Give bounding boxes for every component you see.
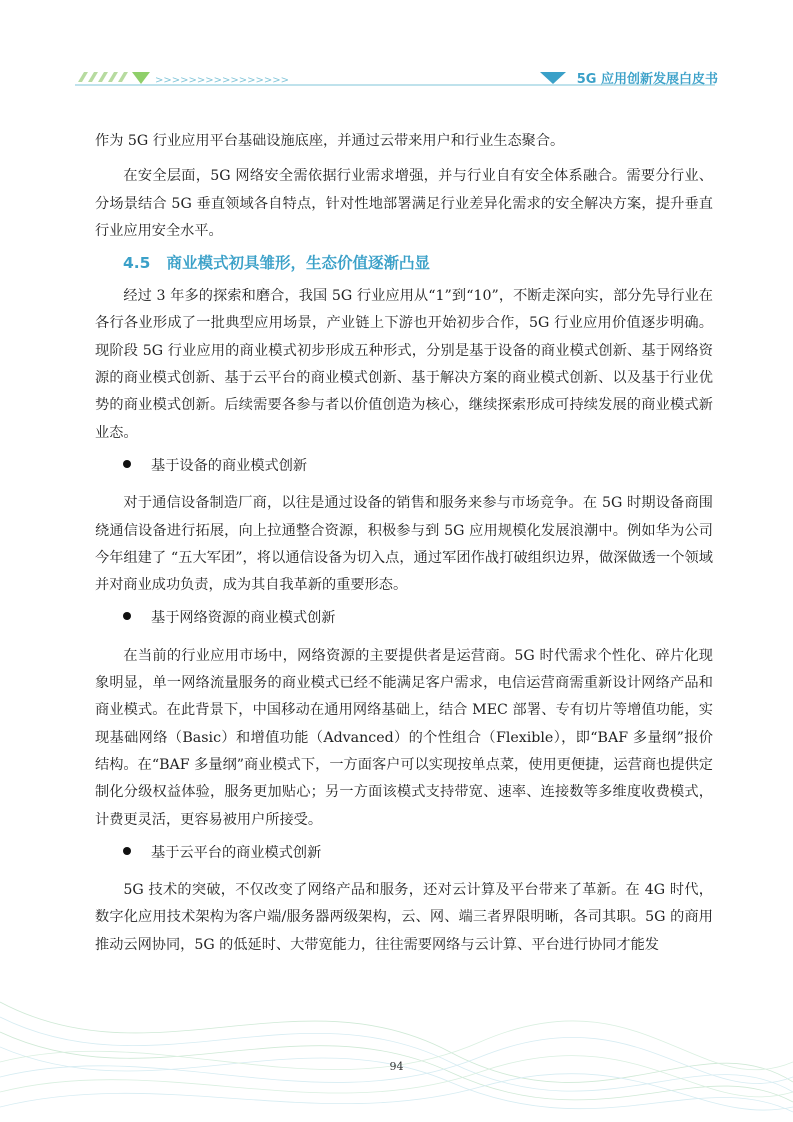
header-slashes-icon bbox=[78, 72, 128, 82]
header-triangle-left-icon bbox=[132, 72, 150, 84]
header-triangle-right-icon bbox=[540, 72, 566, 84]
bullet-dot-icon bbox=[123, 460, 131, 468]
bullet-dot-icon bbox=[123, 847, 131, 855]
paragraph: 经过 3 年多的探索和磨合，我国 5G 行业应用从“1”到“10”，不断走深向实，部分先导行业在各行各业形成了一批典型应用场景，产业链上下游也开始初步合作，5G 行业应用价值逐步明确。现阶段 5G 行业应用的商业模式初步形成五种形式，分别是基于设备的商业模式创新、基于网络资源的商业模式创新、基于云平台的商业模式创新、基于解决方案的商业模式创新、以及基于行业优势的商业模式创新。后续需要各参与者以价值创造为核心，继续探索形成可持续发展的商业模式新业态。 bbox=[95, 288, 713, 441]
section-number: 4.5 bbox=[123, 254, 151, 273]
bullet-item bbox=[95, 453, 713, 480]
paragraph: 在安全层面，5G 网络安全需依据行业需求增强，并与行业自有安全体系融合。需要分行业、分场景结合 5G 垂直领域各自特点，针对性地部署满足行业差异化需求的安全解决方案，提升垂直行业应用安全水平。 bbox=[95, 168, 713, 239]
paragraph: 对于通信设备制造厂商，以往是通过设备的销售和服务来参与市场竞争。在 5G 时期设备商围绕通信设备进行拓展，向上拉通整合资源，积极参与到 5G 应用规模化发展浪潮中。例如华为公司今年组建了 “五大军团”，将以通信设备为切入点，通过军团作战打破组织边界，做深做透一个领域并对商业成功负责，成为其自我革新的重要形态。 bbox=[95, 495, 713, 594]
header-chevrons-icon: >>>>>>>>>>>>>>>> bbox=[155, 75, 290, 86]
bullet-label: 基于设备的商业模式创新 bbox=[151, 457, 308, 474]
header-title: 5G 应用创新发展白皮书 bbox=[576, 72, 718, 87]
page-number: 94 bbox=[389, 1060, 404, 1073]
section-title: 商业模式初具雏形，生态价值逐渐凸显 bbox=[166, 254, 430, 273]
paragraph: 作为 5G 行业应用平台基础设施底座，并通过云带来用户和行业生态聚合。 bbox=[95, 133, 565, 149]
footer-wave-decoration bbox=[0, 962, 793, 1122]
bullet-item bbox=[95, 840, 713, 867]
page-body bbox=[95, 128, 713, 959]
paragraph: 5G 技术的突破，不仅改变了网络产品和服务，还对云计算及平台带来了革新。在 4G 时代，数字化应用技术架构为客户端/服务器两级架构，云、网、端三者界限明晰，各司其职。5G 的商用推动云网协同，5G 的低延时、大带宽能力，往往需要网络与云计算、平台进行协同才能发 bbox=[95, 882, 713, 953]
paragraph: 在当前的行业应用市场中，网络资源的主要提供者是运营商。5G 时代需求个性化、碎片化现象明显，单一网络流量服务的商业模式已经不能满足客户需求，电信运营商需重新设计网络产品和商业模式。在此背景下，中国移动在通用网络基础上，结合 MEC 部署、专有切片等增值功能，实现基础网络（Basic）和增值功能（Advanced）的个性组合（Flexible），即“BAF 多量纲”报价结构。在“BAF 多量纲”商业模式下，一方面客户可以实现按单点菜，使用更便捷，运营商也提供定制化分级权益体验，服务更加贴心；另一方面该模式支持带宽、速率、连接数等多维度收费模式，计费更灵活，更容易被用户所接受。 bbox=[95, 647, 713, 828]
bullet-dot-icon bbox=[123, 612, 131, 620]
section-heading bbox=[95, 251, 713, 273]
bullet-item bbox=[95, 605, 713, 632]
bullet-label: 基于网络资源的商业模式创新 bbox=[151, 610, 336, 627]
bullet-label: 基于云平台的商业模式创新 bbox=[151, 844, 322, 861]
